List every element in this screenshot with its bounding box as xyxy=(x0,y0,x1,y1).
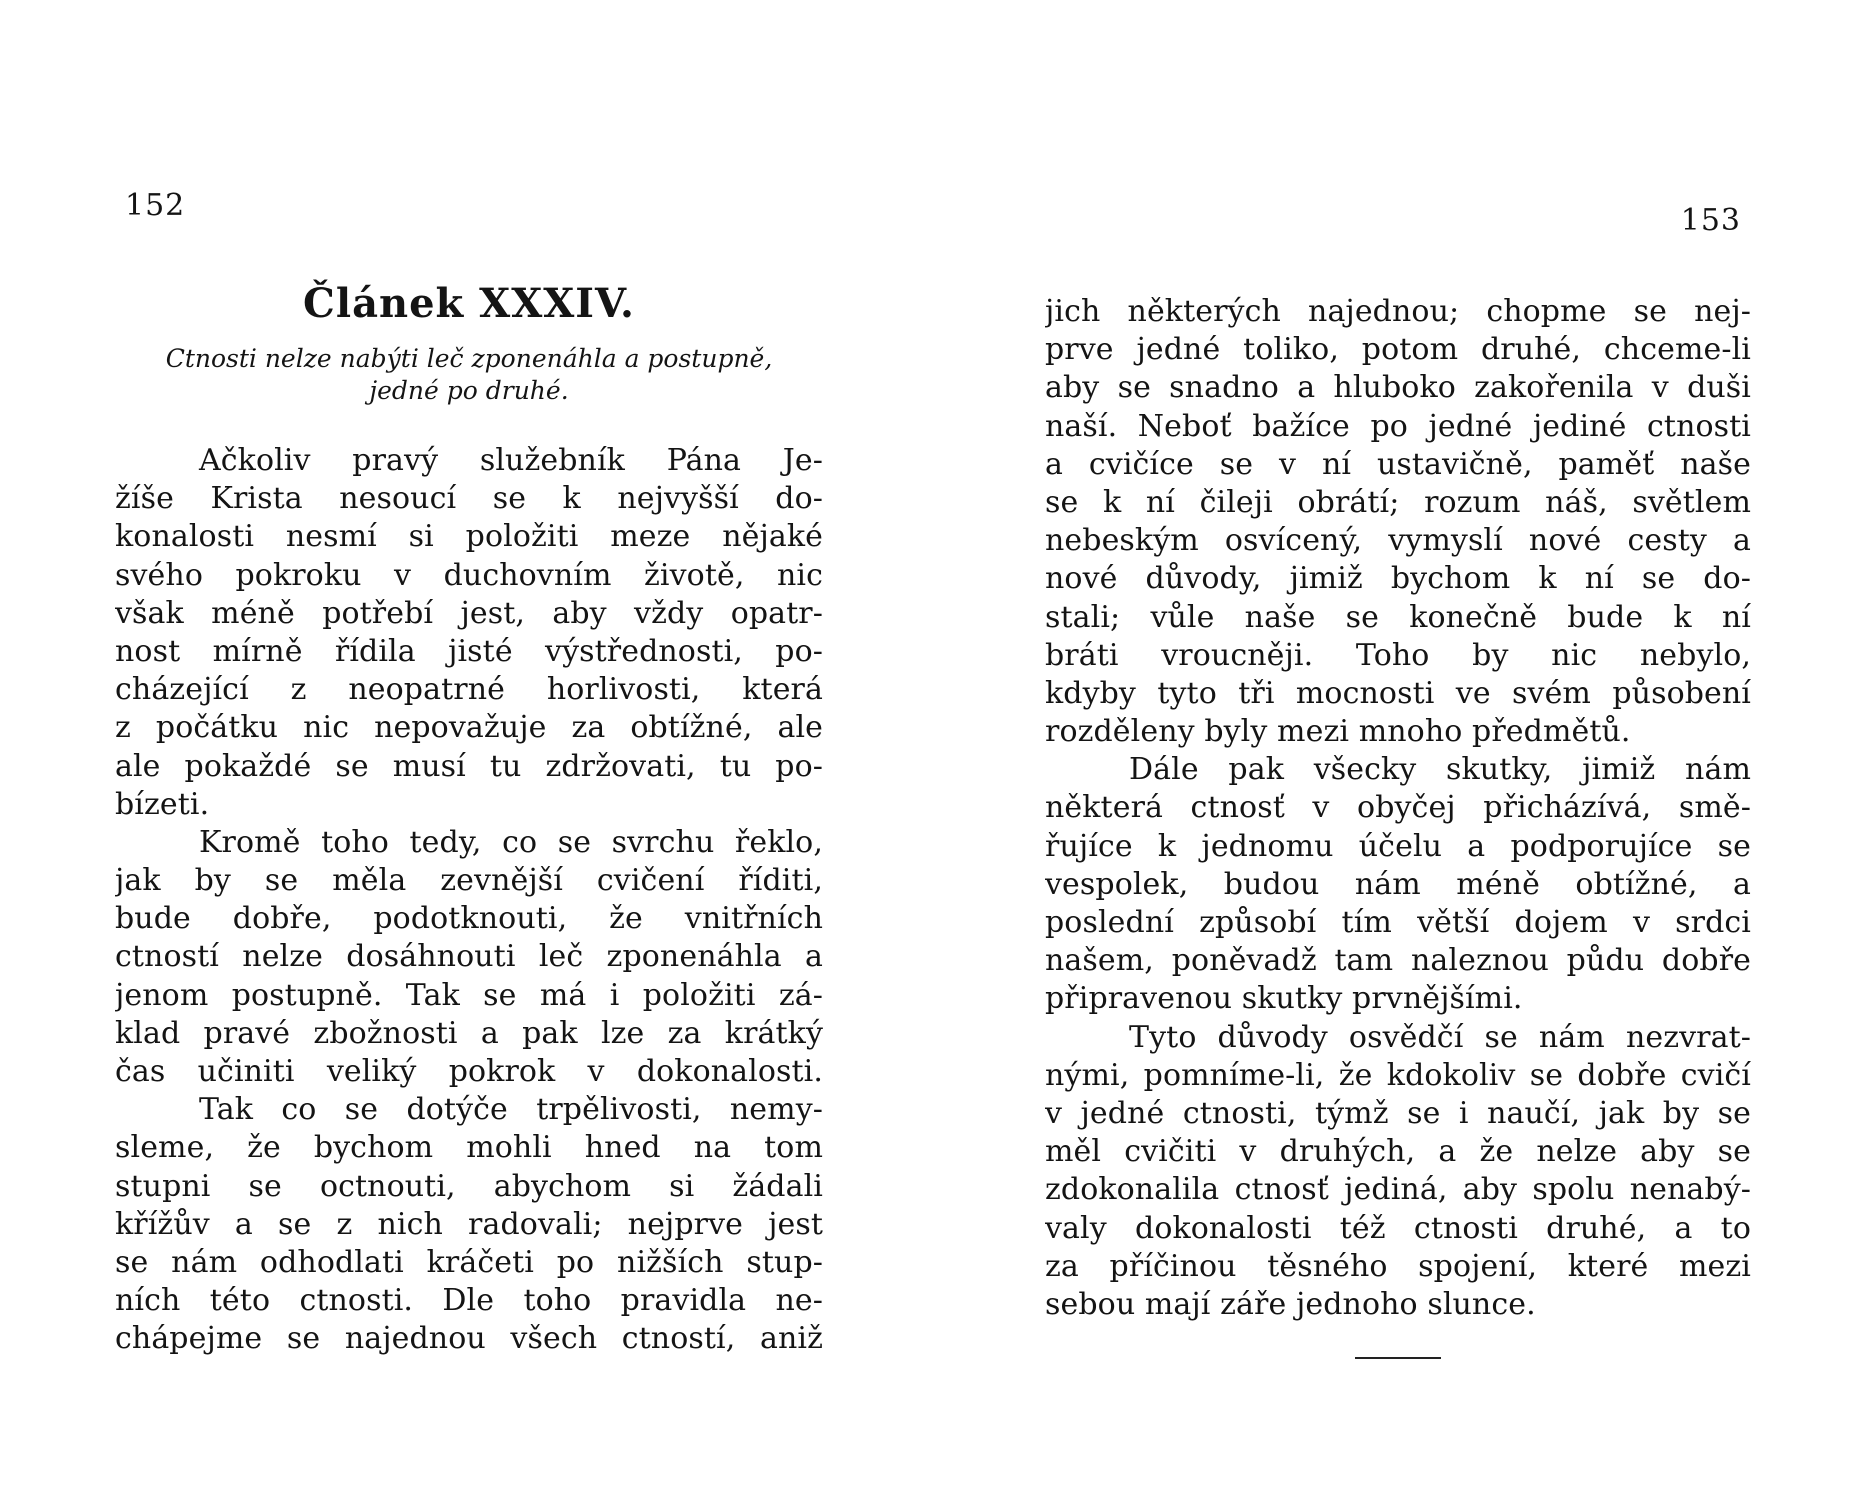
text-line: naší. Neboť bažíce po jedné jediné ctnosti xyxy=(1045,408,1751,444)
text-line: bude dobře, podotknouti, že vnitřních xyxy=(115,901,823,937)
page-number: 152 xyxy=(125,188,186,223)
text-line: stali; vůle naše se konečně bude k ní xyxy=(1045,599,1751,635)
text-line: nost mírně řídila jisté výstřednosti, po- xyxy=(115,633,823,669)
text-line: křížův a se z nich radovali; nejprve jest xyxy=(115,1206,823,1242)
text-line: za příčinou těsného spojení, které mezi xyxy=(1045,1248,1751,1284)
article-title: Článek XXXIV. xyxy=(303,280,635,327)
text-line: valy dokonalosti též ctnosti druhé, a to xyxy=(1045,1210,1751,1246)
body-text xyxy=(1045,293,1751,1324)
text-line: řujíce k jednomu účelu a podporujíce se xyxy=(1045,828,1751,864)
section-end-rule xyxy=(1355,1357,1441,1359)
text-line: však méně potřebí jest, aby vždy opatr- xyxy=(115,595,823,631)
text-line: Dále pak všecky skutky, jimiž nám xyxy=(1129,752,1751,788)
subtitle-line: jedné po druhé. xyxy=(369,376,569,405)
article-subtitle xyxy=(115,343,823,407)
text-line: Tyto důvody osvědčí se nám nezvrat- xyxy=(1129,1019,1751,1055)
text-line: aby se snadno a hluboko zakořenila v duši xyxy=(1045,370,1751,406)
text-line: ctností nelze dosáhnouti leč zponenáhla a xyxy=(115,939,823,975)
text-line: z počátku nic nepovažuje za obtížné, ale xyxy=(115,710,823,746)
text-line: jenom postupně. Tak se má i položiti zá- xyxy=(115,977,823,1013)
text-line: cházející z neopatrné horlivosti, která xyxy=(115,672,823,708)
text-line: bízeti. xyxy=(115,786,210,822)
text-line: měl cvičiti v druhých, a že nelze aby se xyxy=(1045,1134,1751,1170)
text-line: sebou mají záře jednoho slunce. xyxy=(1045,1286,1536,1322)
text-line: klad pravé zbožnosti a pak lze za krátký xyxy=(115,1015,823,1051)
text-line: zdokonalila ctnosť jediná, aby spolu nenabý- xyxy=(1045,1172,1751,1208)
text-line: bráti vroucněji. Toho by nic nebylo, xyxy=(1045,637,1751,673)
text-line: kdyby tyto tři mocnosti ve svém působení xyxy=(1045,675,1751,711)
text-line: nové důvody, jimiž bychom k ní se do- xyxy=(1045,561,1751,597)
text-line: prve jedné toliko, potom druhé, chceme-li xyxy=(1045,332,1751,368)
text-line: jak by se měla zevnější cvičení říditi, xyxy=(115,863,823,899)
text-line: připravenou skutky prvnějšími. xyxy=(1045,981,1523,1017)
text-line: stupni se octnouti, abychom si žádali xyxy=(115,1168,823,1204)
text-line: nými, pomníme-li, že kdokoliv se dobře cvičí xyxy=(1045,1057,1751,1093)
text-line: našem, poněvadž tam naleznou půdu dobře xyxy=(1045,943,1751,979)
text-line: sleme, že bychom mohli hned na tom xyxy=(115,1130,823,1166)
text-line: Tak co se dotýče trpělivosti, nemy- xyxy=(199,1092,823,1128)
text-line: Ačkoliv pravý služebník Pána Je- xyxy=(199,443,823,478)
body-text xyxy=(115,442,823,1359)
text-line: se nám odhodlati kráčeti po nižších stup- xyxy=(115,1244,823,1280)
text-line: některá ctnosť v obyčej přicházívá, smě- xyxy=(1045,790,1751,826)
text-line: konalosti nesmí si položiti meze nějaké xyxy=(115,519,823,555)
text-line: poslední způsobí tím větší dojem v srdci xyxy=(1045,905,1751,940)
text-line: svého pokroku v duchovním životě, nic xyxy=(115,557,823,593)
text-line: se k ní čileji obrátí; rozum náš, světlem xyxy=(1045,484,1751,520)
text-line: žíše Krista nesoucí se k nejvyšší do- xyxy=(115,481,823,517)
text-line: nebeským osvícený, vymyslí nové cesty a xyxy=(1045,523,1751,559)
text-line: čas učiniti veliký pokrok v dokonalosti. xyxy=(115,1054,823,1089)
text-line: jich některých najednou; chopme se nej- xyxy=(1045,294,1751,329)
text-line: rozděleny byly mezi mnoho předmětů. xyxy=(1045,714,1631,750)
text-line: ale pokaždé se musí tu zdržovati, tu po- xyxy=(115,748,823,784)
text-line: vespolek, budou nám méně obtížné, a xyxy=(1045,866,1751,902)
text-line: Kromě toho tedy, co se svrchu řeklo, xyxy=(199,824,823,860)
text-line: a cvičíce se v ní ustavičně, paměť naše xyxy=(1045,446,1751,482)
page-number: 153 xyxy=(1680,203,1741,238)
subtitle-line: Ctnosti nelze nabýti leč zponenáhla a postupně, xyxy=(165,344,773,373)
text-line: v jedné ctnosti, týmž se i naučí, jak by se xyxy=(1045,1095,1751,1131)
text-line: chápejme se najednou všech ctností, aniž xyxy=(115,1321,823,1357)
text-line: ních této ctnosti. Dle toho pravidla ne- xyxy=(115,1283,823,1319)
